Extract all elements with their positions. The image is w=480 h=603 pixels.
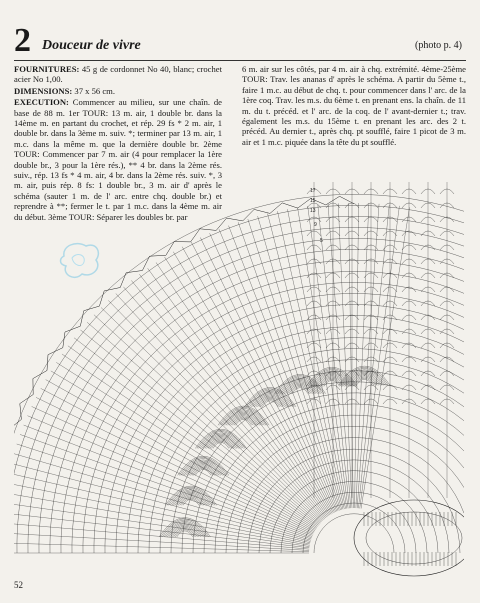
row-label: 9 xyxy=(314,222,317,228)
header-rule xyxy=(14,60,466,61)
pattern-number: 2 xyxy=(14,22,31,59)
dimensions-paragraph xyxy=(14,86,222,96)
row-label: 15 xyxy=(310,198,316,204)
pattern-header xyxy=(14,22,466,60)
materials-paragraph xyxy=(14,64,222,85)
row-label: 5 xyxy=(320,238,323,244)
continuation-text: 6 m. air sur les côtés, par 4 m. air à chq. extrémité. 4ème-25ème TOUR: Trav. les ananas d' après le schéma. A partir du 5ème t., faire 1 m.c. au début de chq. t. pour commencer dans l' arc. de la 1ère coq. Trav. les m.s. du 6ème t. en prenant ens. la chaîn. de 11 m. du t. précéd. et l' arc. de la coq. de l' avant-dernier t.; trav. également les m.s. du 15ème t. en prenant les arc. des 2 t. précéd. Au dernier t., après chq. pt soufflé, faire 1 picot de 3 m. air et 1 m.c. piquée dans la tête du pt soufflé. xyxy=(242,64,466,147)
materials-label: FOURNITURES: xyxy=(14,64,80,74)
materials-text: 45 g de cordonnet No 40, blanc; crochet acier No 1,00. xyxy=(14,64,222,85)
crochet-chart xyxy=(14,168,464,580)
row-label: 13 xyxy=(310,208,316,214)
execution-text: Commencer au milieu, sur une chaîn. de base de 88 m. 1er TOUR: 13 m. air, 1 double br. dans la 14ème m. en partant du crochet, et rép. 29 fs * 2 m. air, 1 double br. dans la 3ème m. suiv. *; terminer par 13 m. air, 1 m.c. dans la même m. que la dernière double br. 2ème TOUR: Commencer par 7 m. air (4 pour remplacer la 1ère double br., 3 pour la 1ère rés.), ** 4 br. dans la 2ème rés. suiv., rép. 13 fs * 4 m. air, 4 br. dans la 2ème rés. suiv. *, 3 m. air, puis rép. 8 fs: 1 double br., 3 m. air d' après le schéma (sauter 1 m. de l' arc. entre chq. double br.) et reprendre à **; fermer le t. par 1 m.c. dans la 4ème m. air du début. 3ème TOUR: Séparer les doubles br. par xyxy=(14,97,222,222)
pattern-title: Douceur de vivre xyxy=(42,38,141,53)
instructions-right-column xyxy=(242,64,466,148)
dimensions-text: 37 x 56 cm. xyxy=(72,85,115,96)
row-label: 17 xyxy=(310,188,316,194)
page-number: 52 xyxy=(14,580,23,590)
photo-reference: (photo p. 4) xyxy=(415,40,462,51)
execution-label: EXECUTION: xyxy=(14,97,69,108)
dimensions-label: DIMENSIONS: xyxy=(14,85,73,96)
